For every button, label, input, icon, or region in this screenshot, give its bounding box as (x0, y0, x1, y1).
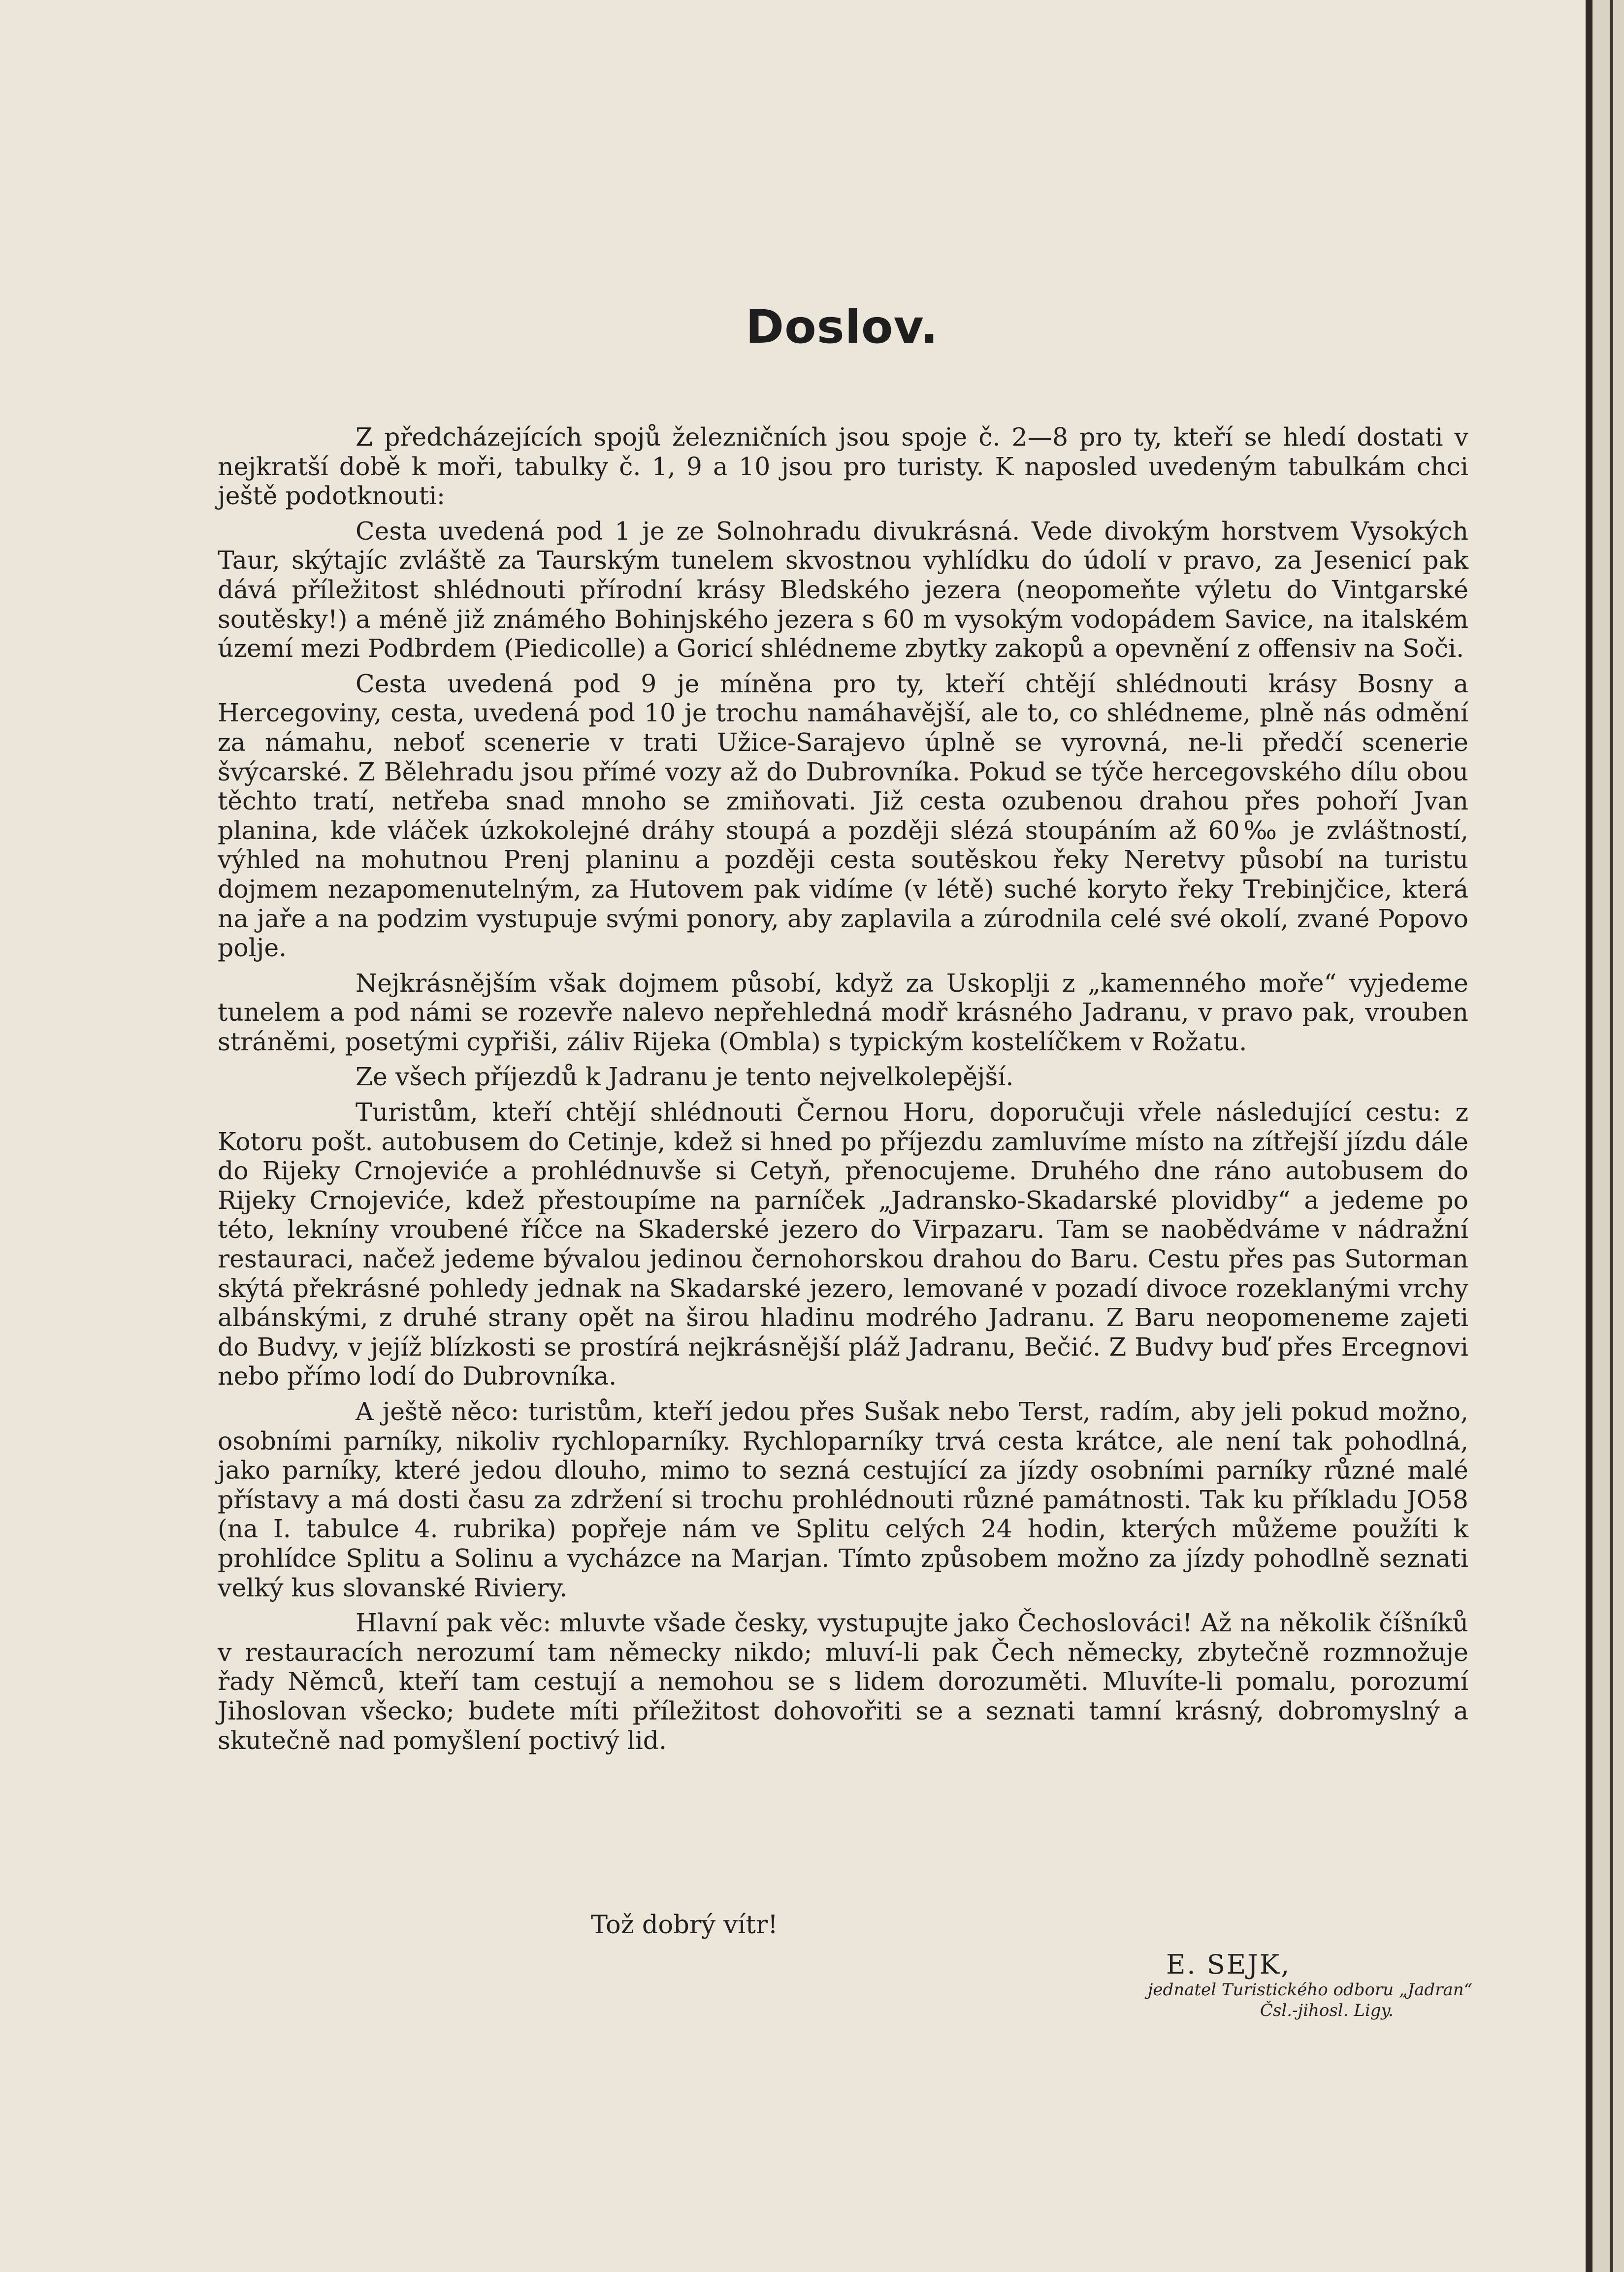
page-binding-edge (1586, 0, 1592, 2272)
paragraph: A ještě něco: turistům, kteří jedou přes Sušak nebo Terst, radím, aby jeli pokud možno, osobními parníky, nikoliv rychloparníky. Rychloparníky trvá cesta krátce, ale není tak pohodlná, jako parníky, které jedou dlouho, mimo to sezná cestující za jízdy osobními parníky různé malé přístavy a má dosti času za zdržení si trochu prohlédnouti různé památnosti. Tak ku příkladu JO58 (na I. tabulce 4. rubrika) popřeje nám ve Splitu celých 24 hodin, kterých můžeme použíti k prohlídce Splitu a Solinu a vycházce na Marjan. Tímto způsobem možno za jízdy pohodlně seznati velký kus slovanské Riviery. (218, 1397, 1468, 1602)
paragraph: Cesta uvedená pod 9 je míněna pro ty, kteří chtějí shlédnouti krásy Bosny a Hercegoviny, cesta, uvedená pod 10 je trochu namáhavější, ale to, co shlédneme, plně nás odmění za námahu, neboť scenerie v trati Užice-Sarajevo úplně se vyrovná, ne-li předčí scenerie švýcarské. Z Bělehradu jsou přímé vozy až do Dubrovníka. Pokud se týče hercegovského dílu obou těchto tratí, netřeba snad mnoho se zmiňovati. Již cesta ozubenou drahou přes pohoří Jvan planina, kde vláček úzkokolejné dráhy stoupá a později slézá stoupáním až 60‰ je zvláštností, výhled na mohutnou Prenj planinu a později cesta soutěskou řeky Neretvy působí na turistu dojmem nezapomenutelným, za Hutovem pak vidíme (v létě) suché koryto řeky Trebinjčice, která na jaře a na podzim vystupuje svými ponory, aby zaplavila a zúrodnila celé své okolí, zvané Popovo polje. (218, 669, 1468, 963)
paragraph: Ze všech příjezdů k Jadranu je tento nejvelkolepější. (356, 1062, 1014, 1092)
paragraph: Turistům, kteří chtějí shlédnouti Černou Horu, doporučuji vřele následující cestu: z Kotoru pošt. autobusem do Cetinje, kdež si hned po příjezdu zamluvíme místo na zítřejší jízdu dále do Rijeky Crnojeviće a prohlédnuvše si Cetyň, přenocujeme. Druhého dne ráno autobusem do Rijeky Crnojeviće, kdež přestoupíme na parníček „Jadransko-Skadarské plovidby“ a jedeme po této, lekníny vroubené říčce na Skaderské jezero do Virpazaru. Tam se naobědváme v nádražní restauraci, načež jedeme bývalou jedinou černohorskou drahou do Baru. Cestu přes pas Sutorman skýtá překrásné pohledy jednak na Skadarské jezero, lemované v pozadí divoce rozeklanými vrchy albánskými, z druhé strany opět na širou hladinu modrého Jadranu. Z Baru neopomeneme zajeti do Budvy, v jejíž blízkosti se prostírá nejkrásnější pláž Jadranu, Bečić. Z Budvy buď přes Ercegnovi nebo přímo lodí do Dubrovníka. (218, 1098, 1468, 1391)
signature-role (960, 1980, 1472, 2021)
paragraph: Z předcházejících spojů železničních jsou spoje č. 2—8 pro ty, kteří se hledí dostati v nejkratší době k moři, tabulky č. 1, 9 a 10 jsou pro turisty. K naposled uvedeným tabulkám chci ještě podotknouti: (218, 422, 1468, 511)
signature-role-line: jednatel Turistického odboru „Jadran“ (1147, 1980, 1472, 2000)
closing-line: Tož dobrý vítr! (591, 1911, 778, 1940)
page-title: Doslov. (746, 300, 939, 354)
adjacent-page-line (1610, 0, 1613, 2272)
adjacent-page-edge (1592, 0, 1624, 2272)
signature-role-line: Čsl.-jihosl. Ligy. (1260, 2001, 1394, 2020)
signature-name: E. SEJK, (1166, 1949, 1291, 1980)
paragraph: Nejkrásnějším však dojmem působí, když za Uskoplji z „kamenného moře“ vyjedeme tunelem a pod námi se rozevře nalevo nepřehledná modř krásného Jadranu, v pravo pak, vrouben stráněmi, posetými cypřiši, záliv Rijeka (Ombla) s typickým kostelíčkem v Rožatu. (218, 968, 1468, 1056)
paragraph: Hlavní pak věc: mluvte všade česky, vystupujte jako Čechoslováci! Až na několik číšníků v restauracích nerozumí tam německy nikdo; mluví-li pak Čech německy, zbytečně rozmnožuje řady Němců, kteří tam cestují a nemohou se s lidem dorozuměti. Mluvíte-li pomalu, porozumí Jihoslovan všecko; budete míti příležitost dohovořiti se a seznati tamní krásný, dobromyslný a skutečně nad pomyšlení poctivý lid. (218, 1608, 1468, 1755)
body-text (218, 422, 1468, 1761)
paragraph: Cesta uvedená pod 1 je ze Solnohradu divukrásná. Vede divokým horstvem Vysokých Taur, skýtajíc zvláště za Taurským tunelem skvostnou vyhlídku do údolí v pravo, za Jesenicí pak dává příležitost shlédnouti přírodní krásy Bledského jezera (neopomeňte výletu do Vintgarské soutěsky!) a méně již známého Bohinjského jezera s 60 m vysokým vodopádem Savice, na italském území mezi Podbrdem (Piedicolle) a Goricí shlédneme zbytky zakopů a opevnění z offensiv na Soči. (218, 516, 1468, 663)
